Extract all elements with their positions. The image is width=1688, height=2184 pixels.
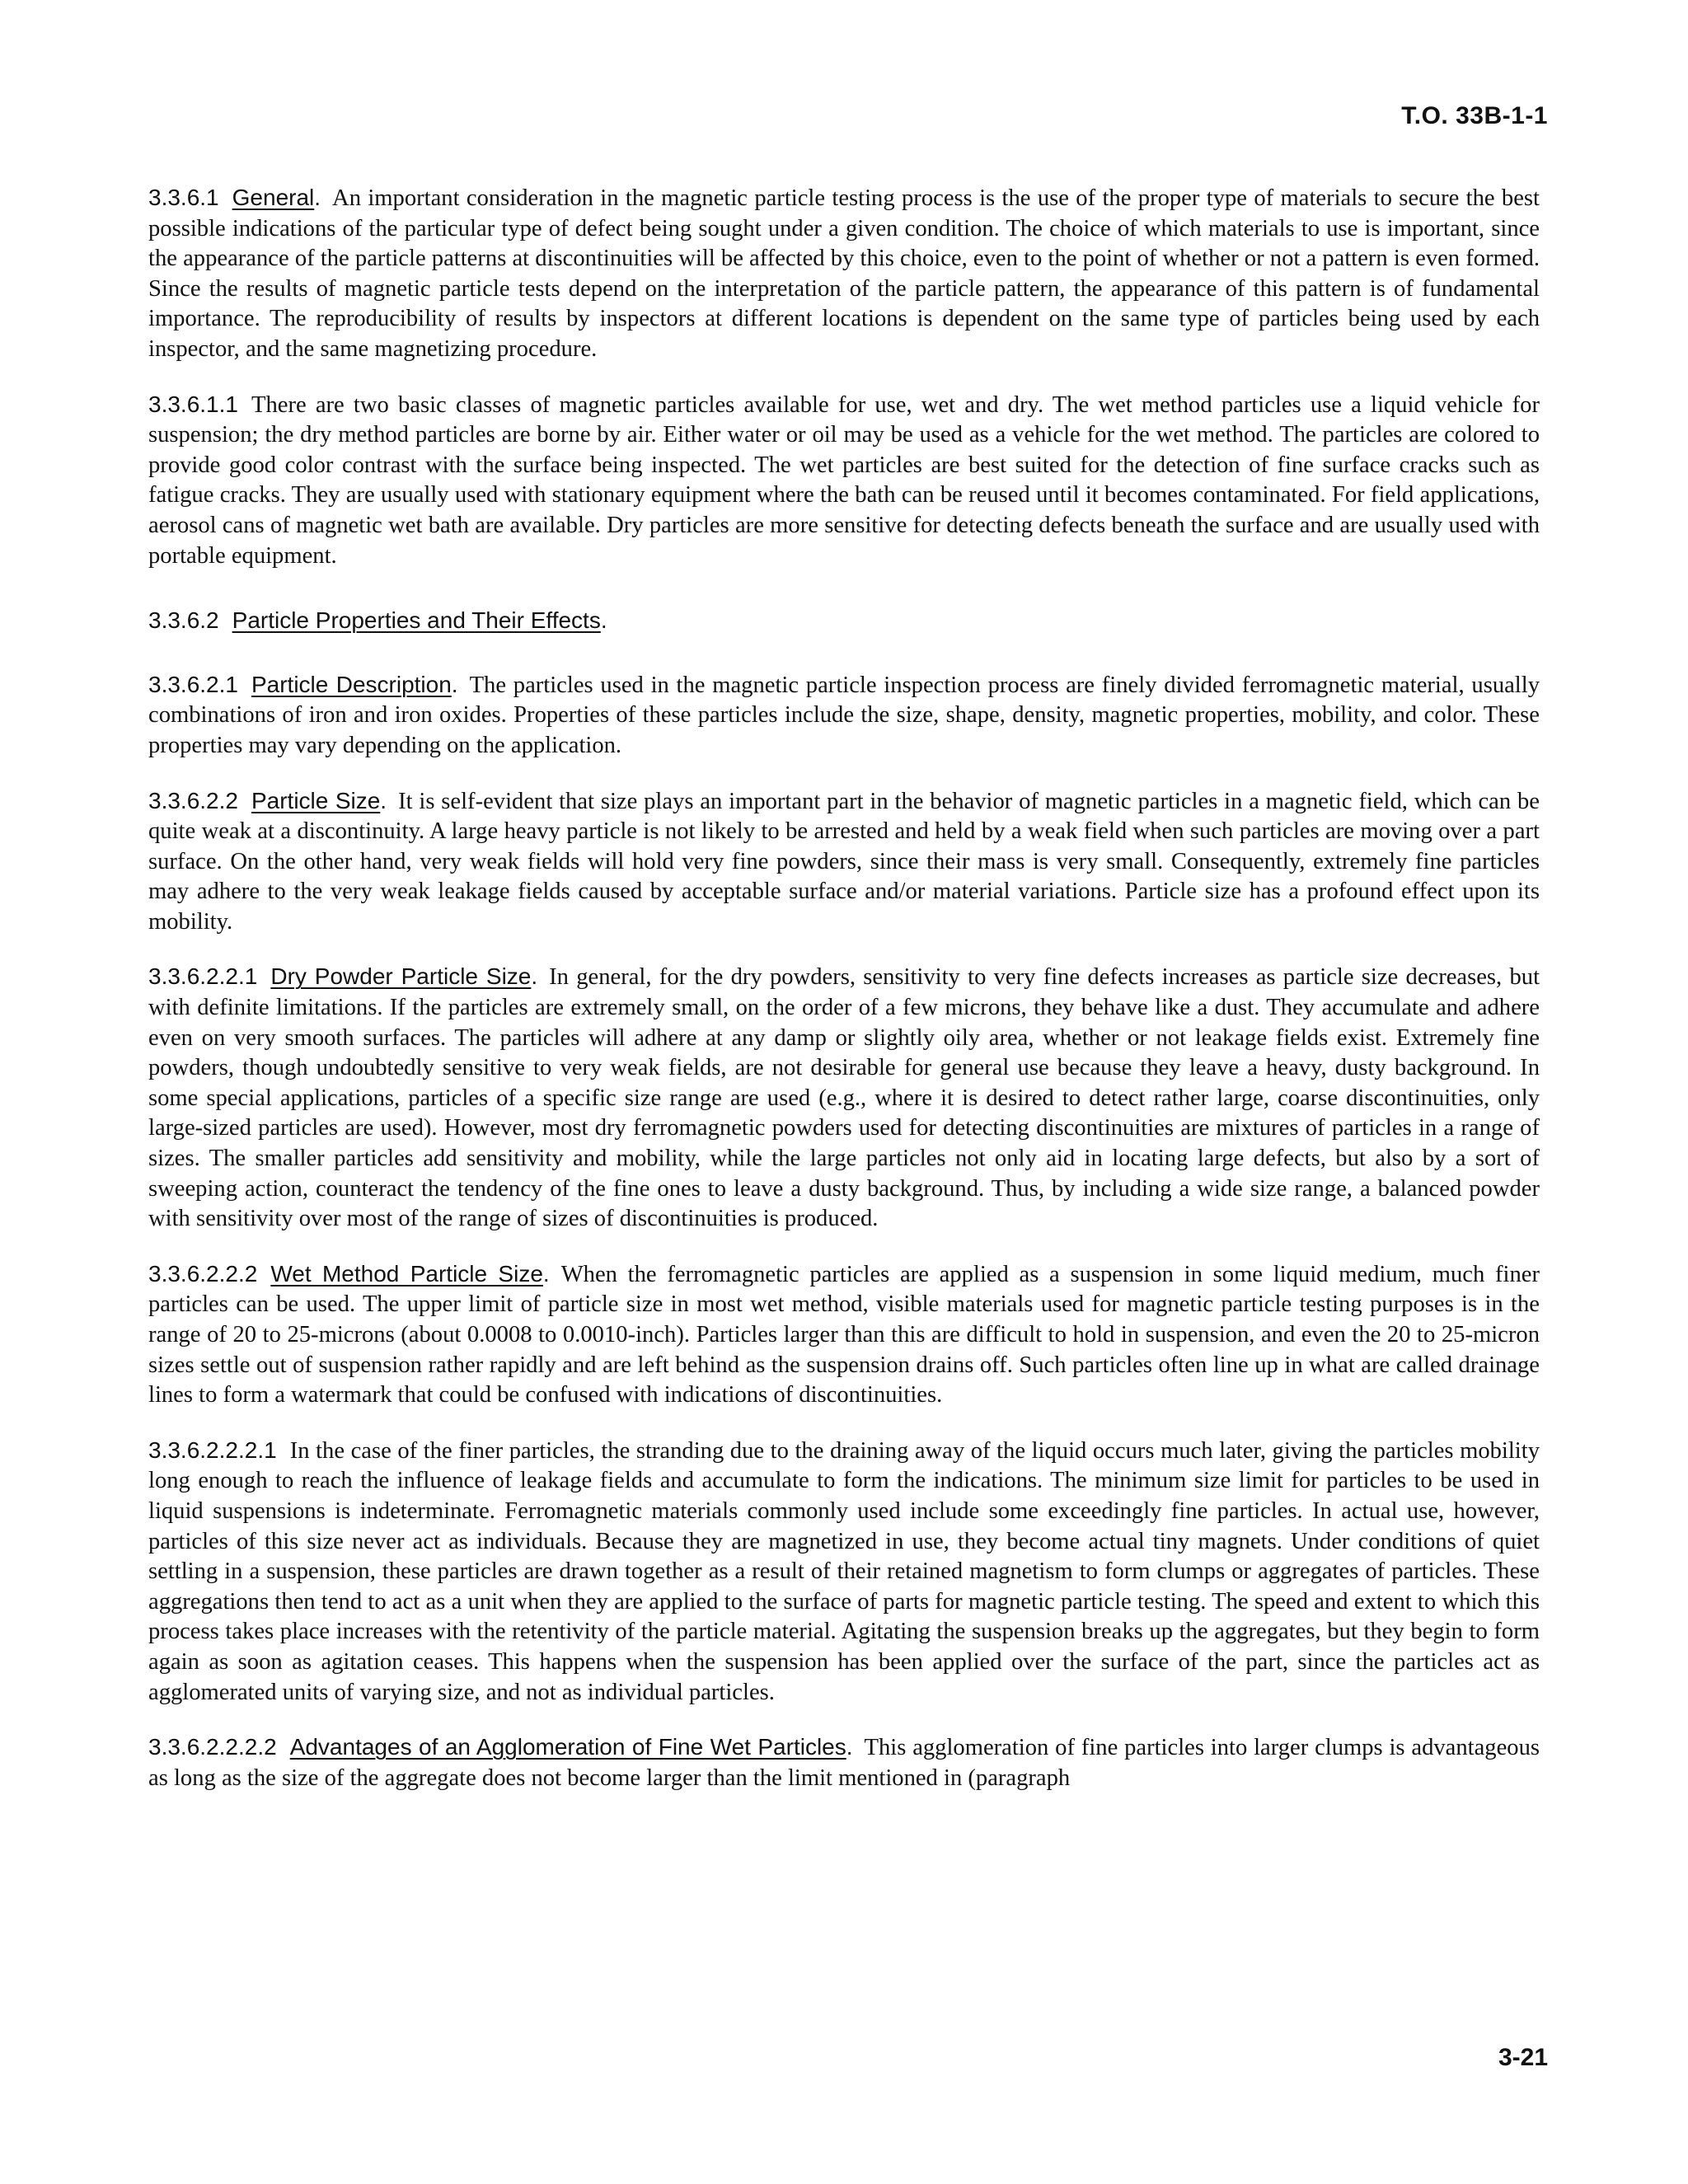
page-number: 3-21 (1498, 2044, 1548, 2071)
section-number: 3.3.6.2.1 (148, 671, 238, 697)
title-period: . (600, 607, 607, 634)
title-period: . (542, 1260, 550, 1286)
section-3-3-6-2-1 (148, 670, 1540, 762)
section-title: Particle Properties and Their Effects (232, 607, 601, 634)
section-3-3-6-1 (148, 183, 1540, 365)
document-id: T.O. 33B-1-1 (1401, 102, 1548, 129)
section-title: Particle Description (251, 671, 452, 697)
title-period: . (451, 671, 458, 697)
section-title: Dry Powder Particle Size (270, 963, 532, 990)
section-number: 3.3.6.2 (148, 607, 219, 634)
section-3-3-6-2-2-2-1 (148, 1436, 1540, 1708)
document-body (148, 183, 1540, 1818)
section-3-3-6-2-2 (148, 786, 1540, 938)
section-3-3-6-1-1 (148, 390, 1540, 572)
title-period: . (846, 1734, 853, 1760)
section-title: General (232, 185, 315, 210)
section-3-3-6-2-2-2-2 (148, 1732, 1540, 1793)
title-period: . (380, 787, 387, 813)
section-number: 3.3.6.2.2.2 (148, 1260, 258, 1286)
section-number: 3.3.6.2.2.1 (148, 963, 258, 990)
section-text: An important consideration in the magnetic particle testing process is the use of the proper type of materials to secure the best possible indications of the particular type of defect being sought under a given condition. The choice of which materials to use is important, since the appearance of the particle patterns at discontinuities will be affected by this choice, even to the point of whether or not a pattern is even formed. Since the results of magnetic particle tests depend on the interpretation of the particle pattern, the appearance of this pattern is of fundamental importance. The reproducibility of results by inspectors at different locations is dependent on the same type of particles being used by each inspector, and the same magnetizing procedure. (148, 185, 1540, 362)
section-text: It is self-evident that size plays an important part in the behavior of magnetic particles in a magnetic field, which can be quite weak at a discontinuity. A large heavy particle is not likely to be arrested and held by a weak field when such particles are moving over a part surface. On the other hand, very weak fields will hold very fine powders, since their mass is very small. Consequently, extremely fine particles may adhere to the very weak leakage fields caused by acceptable surface and/or material variations. Particle size has a profound effect upon its mobility. (148, 788, 1540, 935)
section-number: 3.3.6.2.2.2.2 (148, 1734, 277, 1760)
section-number: 3.3.6.1.1 (148, 391, 238, 417)
section-text: When the ferromagnetic particles are applied as a suspension in some liquid medium, much finer particles can be used. The upper limit of particle size in most wet method, visible materials used for magnetic particle testing purposes is in the range of 20 to 25-microns (about 0.0008 to 0.0010-inch). Particles larger than this are difficult to hold in suspension, and even the 20 to 25-micron sizes settle out of suspension rather rapidly and are left behind as the suspension drains off. Such particles often line up in what are called drainage lines to form a watermark that could be confused with indications of discontinuities. (148, 1261, 1540, 1408)
section-number: 3.3.6.2.2 (148, 787, 238, 813)
section-text: In general, for the dry powders, sensitivity to very fine defects increases as particle size decreases, but with definite limitations. If the particles are extremely small, on the order of a few microns, they behave like a dust. They accumulate and adhere even on very smooth surfaces. The particles will adhere at any damp or slightly oily area, whether or not leakage fields exist. Extremely fine powders, though undoubtedly sensitive to very weak fields, are not desirable for general use because they leave a heavy, dusty background. In some special applications, particles of a specific size range are used (e.g., where it is desired to detect rather large, coarse discontinuities, only large-sized particles are used). However, most dry ferromagnetic powders used for detecting discontinuities are mixtures of particles in a range of sizes. The smaller particles add sensitivity and mobility, while the large particles not only aid in locating large defects, but also by a sort of sweeping action, counteract the tendency of the fine ones to leave a dusty background. Thus, by including a wide size range, a balanced powder with sensitivity over most of the range of sizes of discontinuities is produced. (148, 964, 1540, 1232)
title-period: . (314, 185, 321, 210)
section-number: 3.3.6.2.2.2.1 (148, 1436, 277, 1463)
section-number: 3.3.6.1 (148, 185, 219, 210)
section-3-3-6-2 (148, 606, 1540, 637)
section-title: Advantages of an Agglomeration of Fine Wet Particles (289, 1734, 846, 1760)
section-text: The particles used in the magnetic particle inspection process are finely divided ferromagnetic material, usually combinations of iron and iron oxides. Properties of these particles include the size, shape, density, magnetic properties, mobility, and color. These properties may vary depending on the application. (148, 672, 1540, 758)
section-text: This agglomeration of fine particles into larger clumps is advantageous as long as the size of the aggregate does not become larger than the limit mentioned in (paragraph (148, 1735, 1540, 1791)
title-period: . (531, 963, 538, 990)
section-text: In the case of the finer particles, the stranding due to the draining away of the liquid occurs much later, giving the particles mobility long enough to reach the influence of leakage fields and accumulate to form the indications. The minimum size limit for particles to be used in liquid suspensions is indeterminate. Ferromagnetic materials commonly used include some exceedingly fine particles. In actual use, however, particles of this size never act as individuals. Because they are magnetized in use, they become actual tiny magnets. Under conditions of quiet settling in a suspension, these particles are drawn together as a result of their retained magnetism to form clumps or aggregates of particles. These aggregations then tend to act as a unit when they are applied to the surface of parts for magnetic particle testing. The speed and extent to which this process takes place increases with the retentivity of the particle material. Agitating the suspension breaks up the aggregates, but they begin to form again as soon as agitation ceases. This happens when the suspension has been applied over the surface of the part, since the particles act as agglomerated units of varying size, and not as individual particles. (148, 1437, 1540, 1705)
section-3-3-6-2-2-2 (148, 1259, 1540, 1411)
section-title: Particle Size (251, 787, 381, 813)
section-title: Wet Method Particle Size (270, 1260, 543, 1286)
section-text: There are two basic classes of magnetic particles available for use, wet and dry. The wet method particles use a liquid vehicle for suspension; the dry method particles are borne by air. Either water or oil may be used as a vehicle for the wet method. The particles are colored to provide good color contrast with the surface being inspected. The wet particles are best suited for the detection of fine surface cracks such as fatigue cracks. They are usually used with stationary equipment where the bath can be reused until it becomes contaminated. For field applications, aerosol cans of magnetic wet bath are available. Dry particles are more sensitive for detecting defects beneath the surface and are usually used with portable equipment. (148, 391, 1540, 569)
section-3-3-6-2-2-1 (148, 962, 1540, 1234)
